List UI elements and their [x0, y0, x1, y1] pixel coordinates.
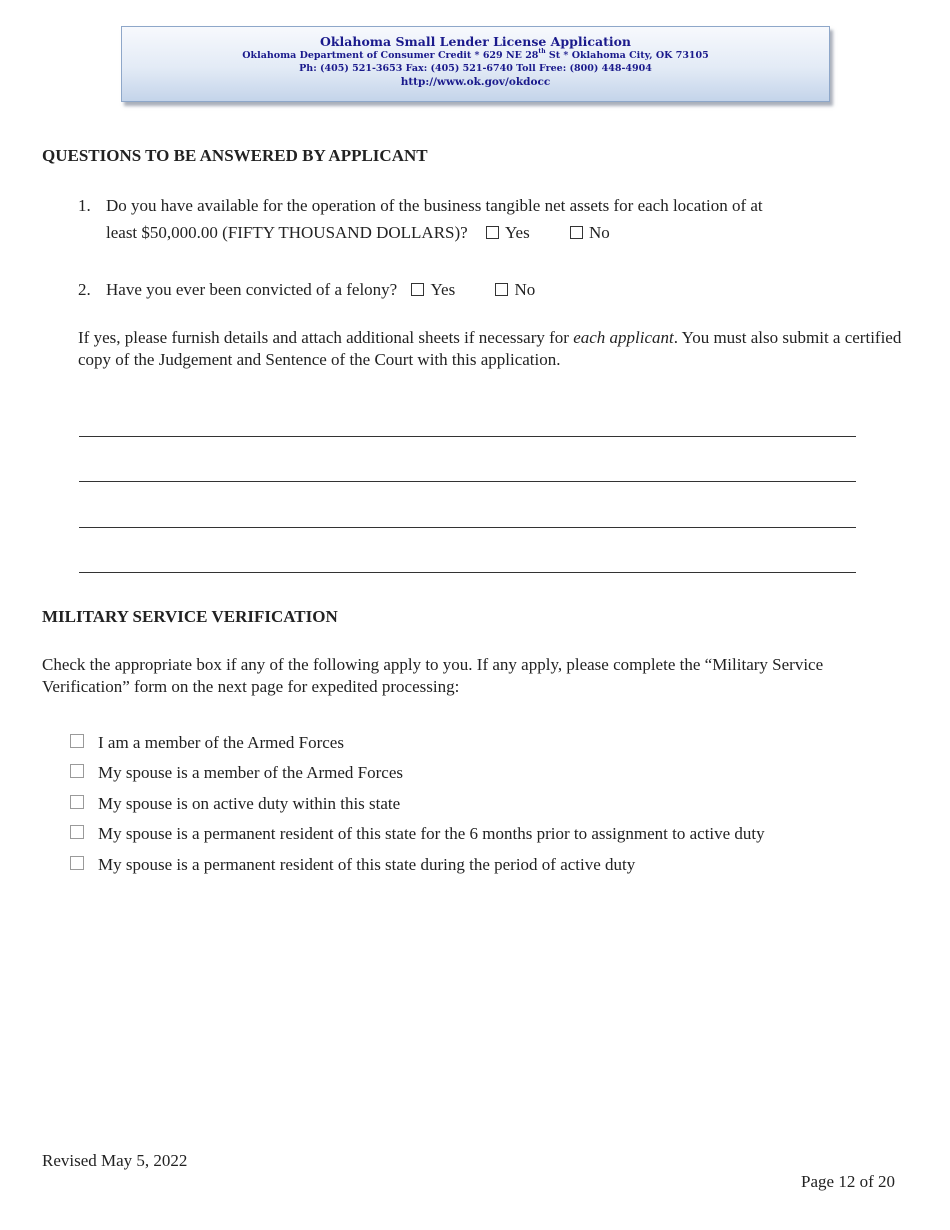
answer-line-4[interactable] — [79, 572, 856, 573]
answer-line-2[interactable] — [79, 481, 856, 482]
header-address — [122, 49, 829, 62]
question-1-yes-checkbox[interactable] — [486, 226, 499, 239]
page-number: Page 12 of 20 — [801, 1172, 895, 1191]
answer-line-3[interactable] — [79, 527, 856, 528]
military-option-3-checkbox[interactable] — [70, 795, 84, 809]
military-option-3-label: My spouse is on active duty within this state — [98, 794, 401, 813]
felony-note-text-1: If yes, please furnish details and attach additional sheets if necessary for — [78, 328, 574, 347]
header-address-end: St * Oklahoma City, OK 73105 — [545, 50, 709, 61]
military-option-1-label: I am a member of the Armed Forces — [98, 733, 344, 752]
military-option-5-checkbox[interactable] — [70, 856, 84, 870]
question-1-no-label: No — [588, 223, 610, 242]
question-1-no-checkbox[interactable] — [570, 226, 583, 239]
question-2-yes-checkbox[interactable] — [411, 283, 424, 296]
military-option-5-label: My spouse is a permanent resident of this state during the period of active duty — [98, 855, 636, 874]
header-address-sup: th — [538, 48, 546, 55]
felony-note-emphasis: each applicant — [573, 328, 674, 347]
question-1-line-2 — [106, 219, 858, 246]
felony-details-note — [78, 327, 908, 371]
military-option-1-checkbox[interactable] — [70, 734, 84, 748]
questions-section-title: QUESTIONS TO BE ANSWERED BY APPLICANT — [42, 146, 428, 165]
question-1-line-1: Do you have available for the operation of the business tangible net assets for each location of at — [106, 196, 763, 215]
question-2-number: 2. — [78, 280, 91, 299]
question-2-no-option[interactable] — [495, 280, 535, 299]
header-address-main: Oklahoma Department of Consumer Credit * 629 NE 28 — [242, 50, 539, 61]
question-2-yes-option[interactable] — [411, 280, 455, 299]
question-2-yes-label: Yes — [430, 280, 456, 299]
revision-date: Revised May 5, 2022 — [42, 1151, 188, 1170]
military-instructions: Check the appropriate box if any of the following apply to you. If any apply, please complete the “Military Service Verification” form on the next page for expedited processing: — [42, 655, 824, 696]
header-url[interactable]: http://www.ok.gov/okdocc — [400, 76, 551, 88]
military-option-4-checkbox[interactable] — [70, 825, 84, 839]
question-2-text: Have you ever been convicted of a felony? — [106, 280, 398, 299]
question-1-line-2-text: least $50,000.00 (FIFTY THOUSAND DOLLARS)? — [106, 223, 468, 242]
military-section-title: MILITARY SERVICE VERIFICATION — [42, 607, 338, 626]
document-header — [121, 26, 830, 102]
military-option-2-label: My spouse is a member of the Armed Forces — [98, 763, 403, 782]
military-option-4-label: My spouse is a permanent resident of this state for the 6 months prior to assignment to active duty — [98, 824, 765, 843]
question-1-yes-option[interactable] — [486, 223, 530, 242]
question-2 — [78, 276, 858, 303]
question-2-no-label: No — [514, 280, 536, 299]
header-phones: Ph: (405) 521-3653 Fax: (405) 521-6740 Toll Free: (800) 448-4904 — [299, 63, 652, 74]
felony-note-text-2: . You must also submit a certified copy of the Judgement and Sentence of the Court with this application. — [78, 328, 902, 369]
answer-line-1[interactable] — [79, 436, 856, 437]
question-1 — [78, 192, 858, 246]
question-2-no-checkbox[interactable] — [495, 283, 508, 296]
question-1-number: 1. — [78, 196, 91, 215]
military-option-2-checkbox[interactable] — [70, 764, 84, 778]
header-title: Oklahoma Small Lender License Application — [319, 34, 632, 49]
question-1-no-option[interactable] — [570, 223, 610, 242]
question-1-yes-label: Yes — [504, 223, 530, 242]
